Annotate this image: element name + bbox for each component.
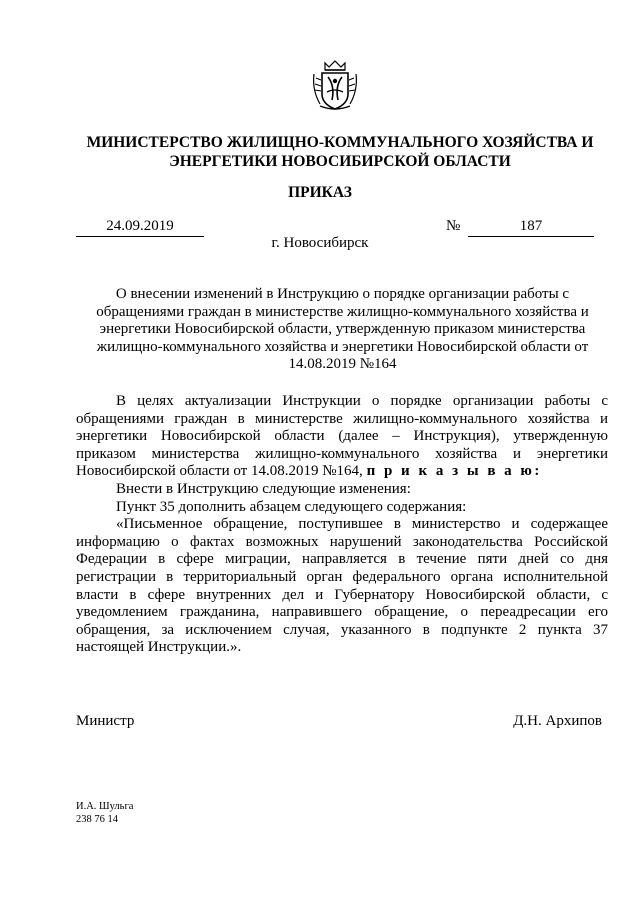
signatory-name: Д.Н. Архипов [513, 713, 602, 729]
ministry-name [60, 133, 620, 171]
document-type: ПРИКАЗ [288, 184, 352, 201]
ministry-name-line-2: ЭНЕРГЕТИКИ НОВОСИБИРСКОЙ ОБЛАСТИ [169, 153, 511, 170]
paragraph-preamble [76, 393, 608, 481]
preamble-text: В целях актуализации Инструкции о порядке организации работы с обращениями граждан в министерстве жилищно-коммунального хозяйства и энергетики Новосибирской области (далее – Инструкция), утвержденную приказом министерства жилищно-коммунального хозяйства и энергетики Новосибирской области от 14.08.2019 №164, [76, 393, 608, 480]
order-number: 187 [468, 218, 594, 237]
novosibirsk-coat-of-arms-icon [311, 60, 359, 112]
order-subject: О внесении изменений в Инструкцию о порядке организации работы с обращениями граждан в министерстве жилищно-коммунального хозяйства и энергетики Новосибирской области, утвержденную приказом министерства жилищно-коммунального хозяйства и энергетики Новосибирской области от 14.08.2019 №164 [96, 286, 589, 372]
paragraph-new-text: «Письменное обращение, поступившее в министерство и содержащее информацию о фактах возможных нарушений законодательства Российской Федерации в сфере миграции, направляется в течение пяти дней со дня регистрации в территориальный орган федерального органа исполнительной власти в сфере внутренних дел и Губернатору Новосибирской области, с уведомлением гражданина, направившего обращение, о переадресации его обращения, за исключением случая, указанного в подпункте 2 пункта 37 настоящей Инструкции.». [76, 516, 608, 656]
signatory-position: Министр [76, 713, 135, 729]
order-date: 24.09.2019 [76, 218, 204, 237]
executor-name: И.А. Шульга [76, 801, 134, 812]
number-sign: № [446, 218, 461, 234]
paragraph-instruction: Внести в Инструкцию следующие изменения: [116, 480, 411, 497]
order-word: п р и к а з ы в а ю: [366, 463, 542, 480]
executor-info [76, 800, 133, 826]
ministry-name-line-1: МИНИСТЕРСТВО ЖИЛИЩНО-КОММУНАЛЬНОГО ХОЗЯЙСТВА И [86, 134, 594, 151]
executor-phone: 238 76 14 [76, 814, 118, 825]
order-body [76, 393, 608, 657]
paragraph-item-35: Пункт 35 дополнить абзацем следующего содержания: [116, 498, 467, 515]
city: г. Новосибирск [271, 235, 369, 251]
